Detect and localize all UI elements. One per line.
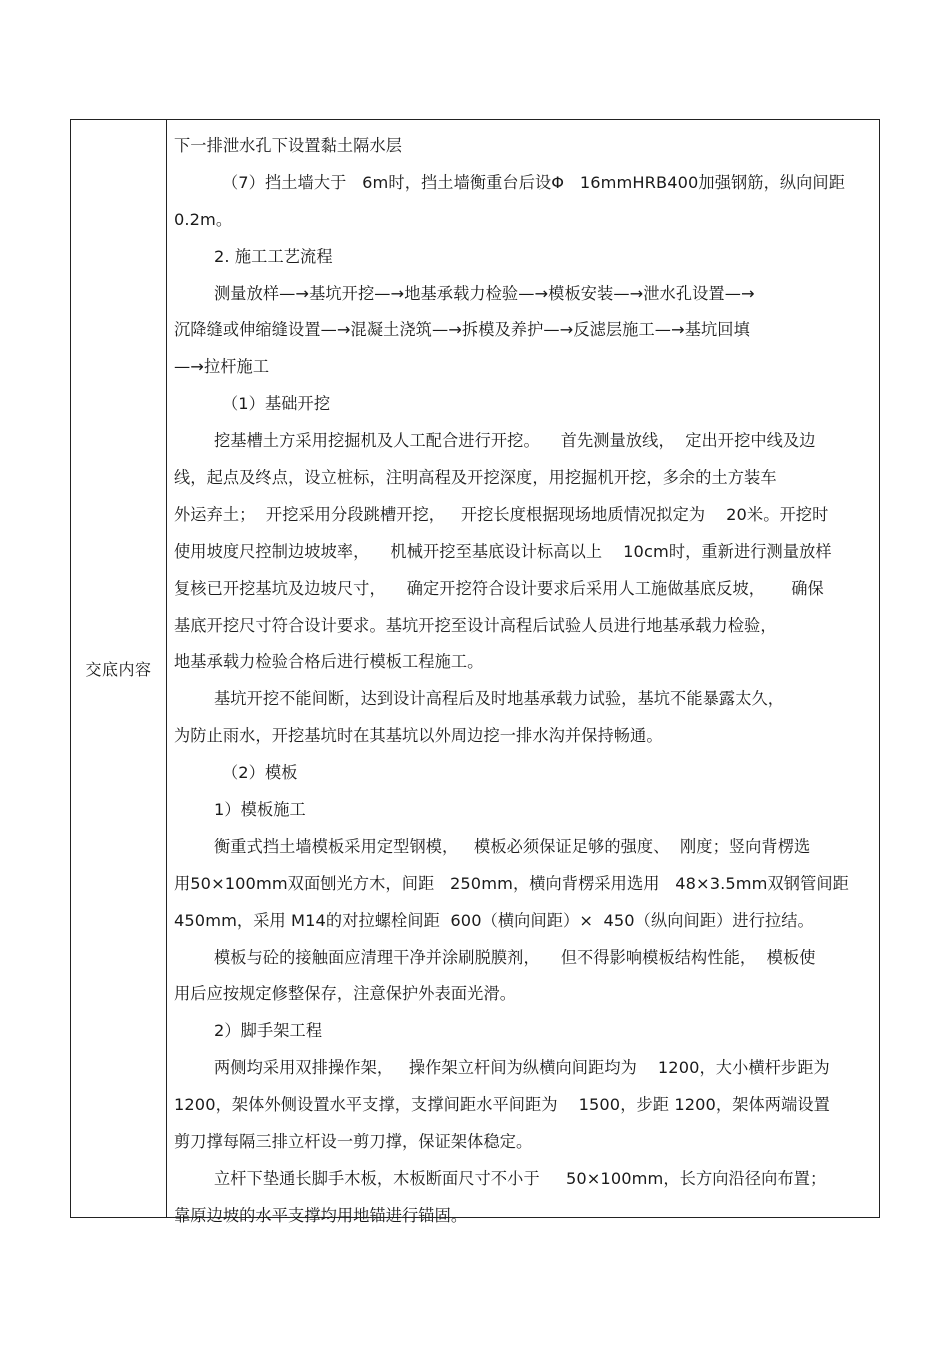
content-line: 0.2m。 [174,209,233,229]
row-label: 交底内容 [85,660,152,679]
content-line: 立杆下垫通长脚手木板，木板断面尺寸不小于 50×100mm，长方向沿径向布置； [214,1168,827,1188]
content-line: 下一排泄水孔下设置黏土隔水层 [174,136,403,155]
content-line: 挖基槽土方采用挖掘机及人工配合进行开挖。 首先测量放线， 定出开挖中线及边 [214,431,816,451]
disclosure-table [70,119,880,1225]
content-line: 基底开挖尺寸符合设计要求。基坑开挖至设计高程后试验人员进行地基承载力检验， [174,615,777,635]
content-line: 外运弃土； 开挖采用分段跳槽开挖， 开挖长度根据现场地质情况拟定为 20米。开挖时 [174,504,829,524]
row-label-cell [71,120,167,1217]
content-line: 沉降缝或伸缩缝设置—→混凝土浇筑—→拆模及养护—→反滤层施工—→基坑回填 [174,320,750,340]
content-line: 靠原边坡的水平支撑均用地锚进行锚固。 [174,1205,468,1225]
content-line: 剪刀撑每隔三排立杆设一剪刀撑，保证架体稳定。 [174,1132,533,1152]
content-line: 两侧均采用双排操作架， 操作架立杆间为纵横向间距均为 1200，大小横杆步距为 [214,1058,830,1078]
content-line: 450mm，采用 M14的对拉螺栓间距 600（横向间距）× 450（纵向间距）进行拉结。 [174,910,814,930]
content-line: 为防止雨水，开挖基坑时在其基坑以外周边挖一排水沟并保持畅通。 [174,726,663,746]
content-line: 测量放样—→基坑开挖—→地基承载力检验—→模板安装—→泄水孔设置—→ [214,283,755,303]
content-line: 2）脚手架工程 [214,1021,323,1041]
content-line: 地基承载力检验合格后进行模板工程施工。 [174,652,484,672]
content-line: （2）模板 [222,763,298,783]
content-line: —→拉杆施工 [174,357,270,377]
content-line: 衡重式挡土墙模板采用定型钢模， 模板必须保证足够的强度、 刚度；竖向背楞选 [214,836,811,856]
content-cell [167,120,879,1225]
content-line: 1）模板施工 [214,800,306,820]
content-line: 使用坡度尺控制边坡坡率， 机械开挖至基底设计标高以上 10cm时，重新进行测量放样 [174,541,832,561]
content-line: 基坑开挖不能间断，达到设计高程后及时地基承载力试验，基坑不能暴露太久， [214,689,785,709]
content-line: 线，起点及终点，设立桩标，注明高程及开挖深度，用挖掘机开挖，多余的土方装车 [174,468,777,488]
content-line: 模板与砼的接触面应清理干净并涂刷脱膜剂， 但不得影响模板结构性能， 模板使 [214,947,816,967]
content-line: （7）挡土墙大于 6m时，挡土墙衡重台后设Φ 16mmHRB400加强钢筋，纵向间距 [222,172,846,192]
content-line: 复核已开挖基坑及边坡尺寸， 确定开挖符合设计要求后采用人工施做基底反坡， 确保 [174,578,824,598]
content-line: 用50×100mm双面刨光方木，间距 250mm，横向背楞采用选用 48×3.5mm双钢管间距 [174,873,849,893]
content-line: （1）基础开挖 [222,394,331,414]
content-line: 2. 施工工艺流程 [214,246,333,266]
content-line: 用后应按规定修整保存，注意保护外表面光滑。 [174,984,517,1004]
content-line: 1200，架体外侧设置水平支撑，支撑间距水平间距为 1500，步距 1200，架体两端设置 [174,1095,830,1115]
